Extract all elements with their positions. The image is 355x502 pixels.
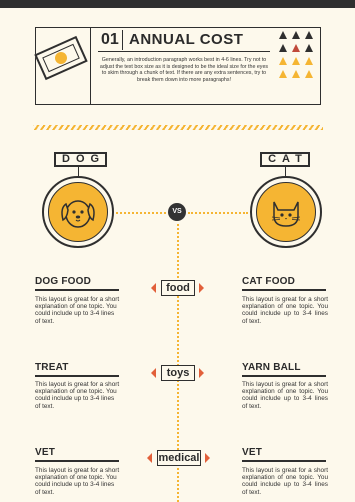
number-divider <box>122 30 123 50</box>
section-body-right: This layout is great for a short explanation of one topic. You could include up to 3-4 lines of text. <box>242 296 328 325</box>
section-rule <box>35 375 119 377</box>
section-title-right: CAT FOOD <box>242 276 296 287</box>
triangle-icon <box>305 70 313 78</box>
section-body-left: This layout is great for a short explanation of one topic. You could include up to 3-4 lines of text. <box>35 296 120 325</box>
dog-stem <box>78 167 79 176</box>
hatched-divider <box>33 125 323 130</box>
triangle-icon <box>305 31 313 39</box>
dog-avatar <box>42 176 114 248</box>
section-body-right: This layout is great for a short explanation of one topic. You could include up to 3-4 lines of text. <box>242 381 328 410</box>
section-rule <box>242 460 326 462</box>
triangle-icon <box>292 44 300 52</box>
triangle-pattern <box>279 31 321 78</box>
category-pill-medical: medical <box>158 452 200 464</box>
page-title: ANNUAL COST <box>129 31 244 48</box>
section-title-right: YARN BALL <box>242 362 301 373</box>
intro-paragraph: Generally, an introduction paragraph works best in 4-6 lines. Try not to adjust the text box size as it is designed to be the ideal size for the eyes to skim through a chunk of text. If there are any extra sentences, try to break them down into more paragraphs! <box>99 57 269 83</box>
triangle-icon <box>305 44 313 52</box>
arrow-left-icon <box>151 368 156 378</box>
cat-label: CAT <box>260 152 310 167</box>
dog-label: DOG <box>54 152 107 167</box>
dotted-connector-right <box>188 212 248 214</box>
title-rule <box>98 51 270 52</box>
section-rule <box>242 289 326 291</box>
section-body-left: This layout is great for a short explanation of one topic. You could include up to 3-4 lines of text. <box>35 467 120 496</box>
vs-badge: VS <box>168 203 186 221</box>
card-divider <box>90 27 91 105</box>
triangle-icon <box>292 31 300 39</box>
section-title-left: DOG FOOD <box>35 276 92 287</box>
arrow-right-icon <box>199 283 204 293</box>
dotted-connector-left <box>116 212 166 214</box>
section-number: 01 <box>101 31 119 48</box>
section-rule <box>35 460 119 462</box>
section-body-right: This layout is great for a short explanation of one topic. You could include up to 3-4 lines of text. <box>242 467 328 496</box>
section-body-left: This layout is great for a short explanation of one topic. You could include up to 3-4 lines of text. <box>35 381 120 410</box>
triangle-icon <box>279 31 287 39</box>
arrow-left-icon <box>147 453 152 463</box>
top-bar <box>0 0 355 8</box>
triangle-icon <box>292 57 300 65</box>
category-pill-toys: toys <box>161 365 195 381</box>
triangle-icon <box>305 57 313 65</box>
section-rule <box>35 289 119 291</box>
triangle-icon <box>279 44 287 52</box>
section-rule <box>242 375 326 377</box>
triangle-icon <box>279 57 287 65</box>
section-title-right: VET <box>242 447 263 458</box>
cat-face-icon <box>262 188 310 236</box>
arrow-left-icon <box>151 283 156 293</box>
section-title-left: TREAT <box>35 362 69 373</box>
triangle-icon <box>292 70 300 78</box>
arrow-right-icon <box>205 453 210 463</box>
cat-avatar <box>250 176 322 248</box>
section-title-left: VET <box>35 447 56 458</box>
cat-stem <box>285 167 286 176</box>
category-pill-food: food <box>161 280 195 296</box>
arrow-right-icon <box>199 368 204 378</box>
dog-face-icon <box>54 188 102 236</box>
triangle-icon <box>279 70 287 78</box>
